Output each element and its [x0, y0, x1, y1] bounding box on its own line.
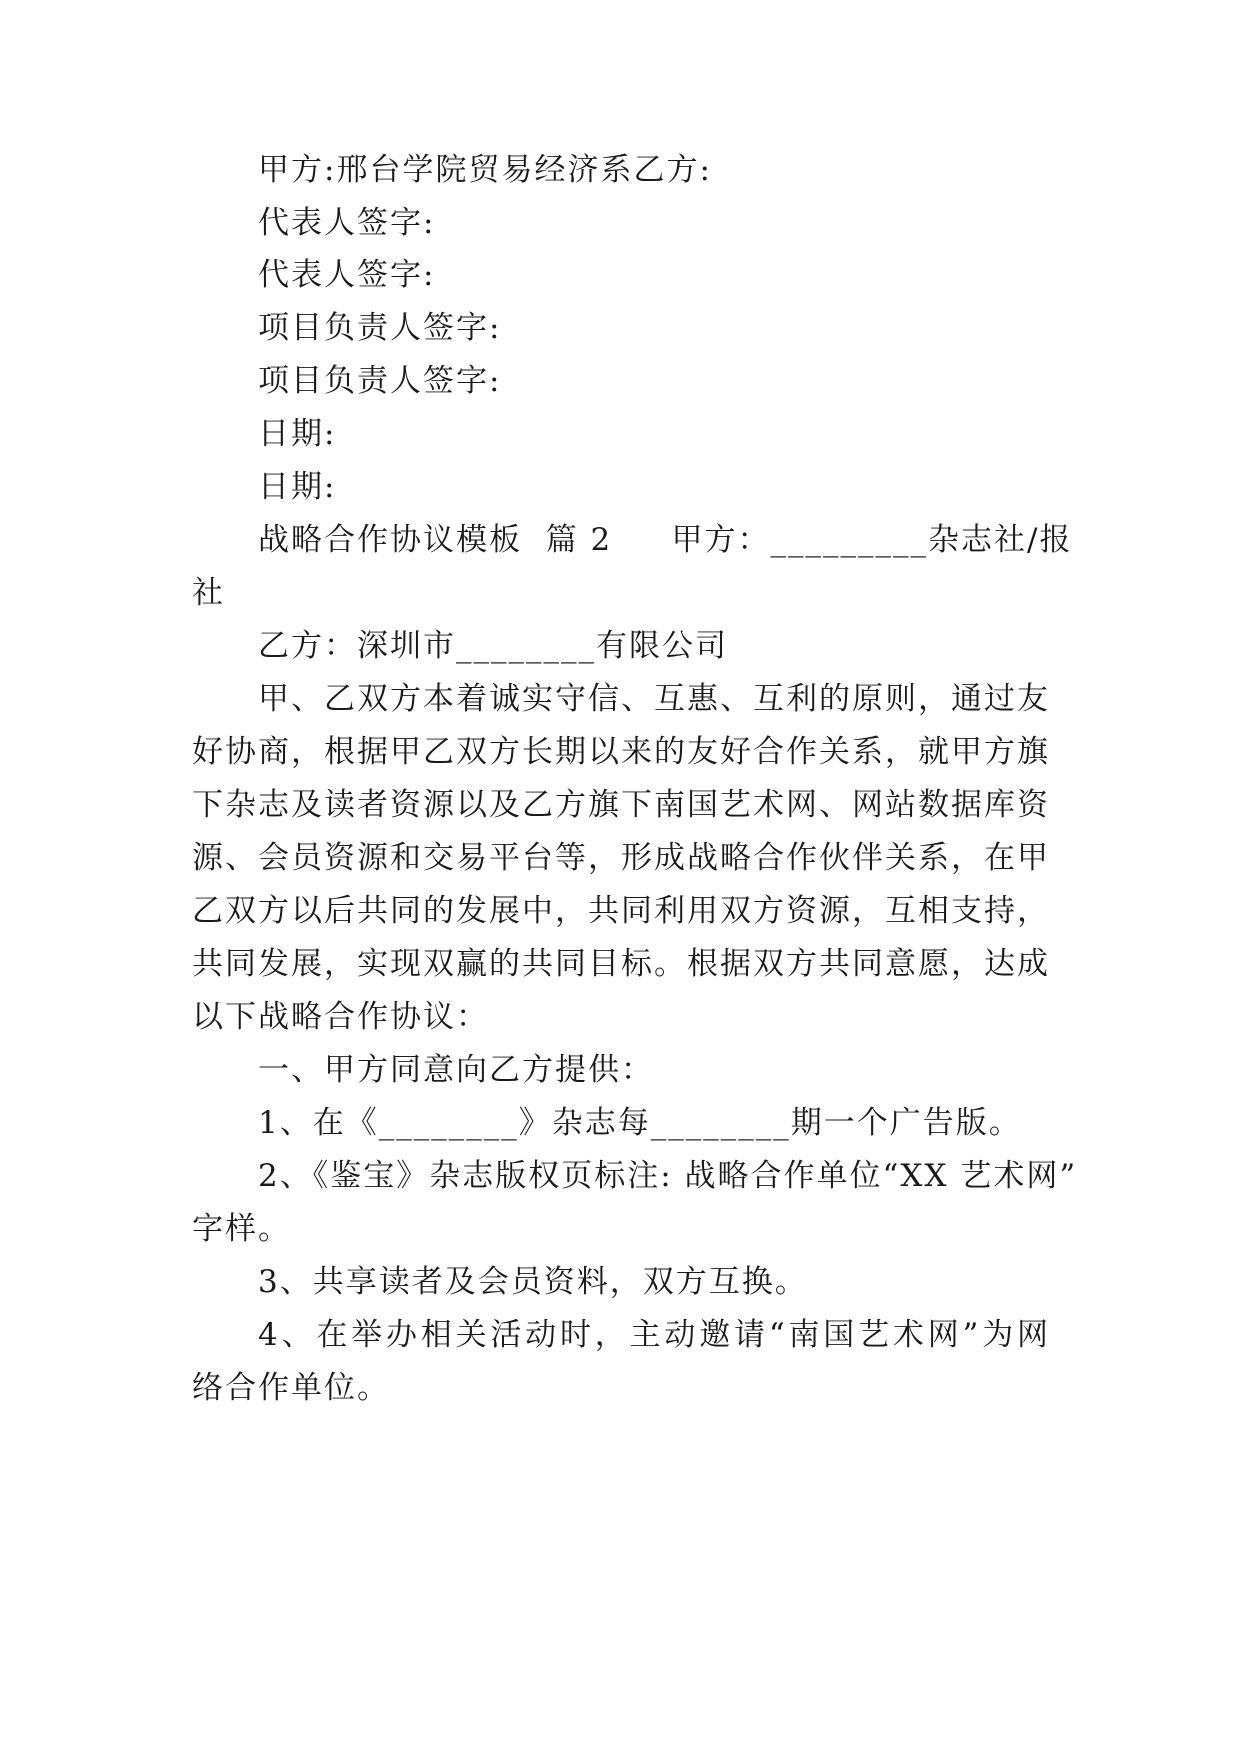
date-line: 日期: — [258, 416, 337, 452]
pm-sign-line: 项目负责人签字: — [258, 363, 502, 399]
clause-item-4: 4、在举办相关活动时，主动邀请“南国艺术网”为网 — [258, 1317, 1050, 1353]
party-a-line: 甲方:邢台学院贸易经济系乙方: — [258, 152, 712, 188]
intro-paragraph-line: 共同发展，实现双赢的共同目标。根据双方共同意愿，达成 — [192, 946, 1050, 982]
rep-sign-line: 代表人签字: — [258, 257, 436, 293]
clause-item-4-cont: 络合作单位。 — [192, 1370, 390, 1406]
clause-item-2: 2、《鉴宝》杂志版权页标注: 战略合作单位“XX 艺术网” — [258, 1158, 1078, 1194]
section-heading-cont: 社 — [192, 575, 225, 611]
rep-sign-line: 代表人签字: — [258, 205, 436, 241]
intro-paragraph-line: 下杂志及读者资源以及乙方旗下南国艺术网、网站数据库资 — [192, 787, 1050, 823]
intro-paragraph-line: 以下战略合作协议： — [192, 999, 489, 1035]
intro-paragraph-line: 甲、乙双方本着诚实守信、互惠、互利的原则，通过友 — [258, 681, 1050, 717]
clause-heading: 一、甲方同意向乙方提供： — [258, 1052, 654, 1088]
section-heading: 战略合作协议模板 篇 2 甲方：_________杂志社/报 — [258, 522, 1073, 558]
pm-sign-line: 项目负责人签字: — [258, 310, 502, 346]
intro-paragraph-line: 好协商，根据甲乙双方长期以来的友好合作关系，就甲方旗 — [192, 734, 1050, 770]
intro-paragraph-line: 源、会员资源和交易平台等，形成战略合作伙伴关系，在甲 — [192, 840, 1050, 876]
clause-item-1: 1、在《________》杂志每________期一个广告版。 — [258, 1105, 1022, 1141]
date-line: 日期: — [258, 469, 337, 505]
party-b-line: 乙方：深圳市________有限公司 — [258, 628, 728, 664]
clause-item-2-cont: 字样。 — [192, 1211, 291, 1247]
intro-paragraph-line: 乙双方以后共同的发展中，共同利用双方资源，互相支持， — [192, 893, 1050, 929]
clause-item-3: 3、共享读者及会员资料，双方互换。 — [258, 1264, 808, 1300]
